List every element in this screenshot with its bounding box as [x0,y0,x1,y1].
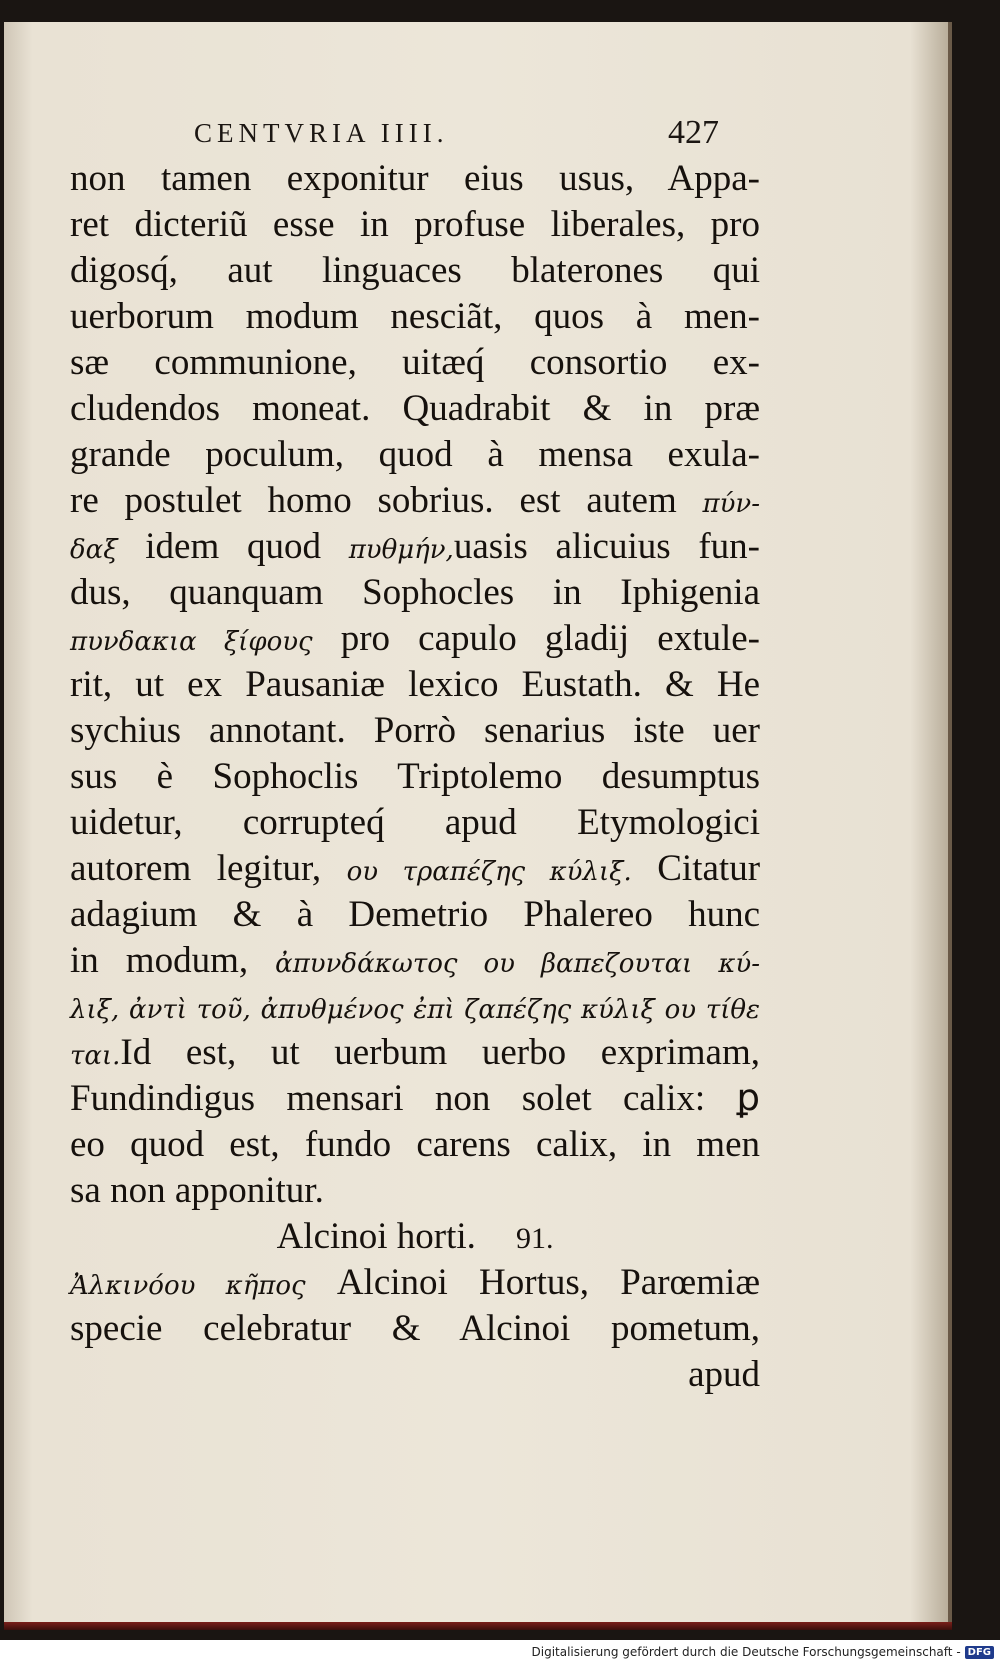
text-line [70,1030,760,1076]
text-line: cludendos moneat. Quadrabit & in præ [70,388,760,429]
section-title: Alcinoi horti. [276,1216,476,1257]
text-line: sa non apponitur. [70,1170,324,1211]
text-segment: in modum, [70,940,249,981]
catchword: apud [688,1354,760,1395]
body-text [70,156,760,1398]
text-line [70,846,760,892]
greek-text: λιξ, ἀντὶ τοῦ, ἀπυθμένος ἐπὶ ζαπέζης κύλιξ ου τίθε [70,995,760,1025]
text-line: non tamen exponitur eius usus, Appa- [70,158,760,199]
running-head: CENTVRIA IIII. [194,118,449,148]
text-line: Fundindigus mensari non solet calix: ꝑ [70,1078,760,1119]
text-line [70,478,760,524]
text-line: sæ communione, uitæq́ consortio ex- [70,342,760,383]
text-line: adagium & à Demetrio Phalereo hunc [70,894,760,935]
text-line: ret dicteriũ esse in profuse liberales, pro [70,204,760,245]
greek-text: ου τραπέζης κύλιξ. [346,857,632,887]
credit-text: Digitalisierung gefördert durch die Deutsche Forschungsgemeinschaft - [531,1645,961,1659]
text-line: sychius annotant. Porrò senarius iste uer [70,710,760,751]
section-heading [70,1214,760,1260]
section-number: 91. [515,1222,554,1255]
text-segment: Citatur [657,848,761,889]
text-segment: autorem legitur, [70,848,322,889]
text-segment: idem quod [145,526,321,567]
text-segment: pro capulo gladij extule- [340,618,761,659]
text-line: rit, ut ex Pausaniæ lexico Eustath. & He [70,664,760,705]
greek-text: πυνδακια ξίφους [70,627,313,657]
greek-lemma: Ἀλκινόου κῆπος [70,1271,306,1301]
text-line: specie celebratur & Alcinoi pometum, [70,1308,760,1349]
greek-text: πύν- [702,489,760,519]
greek-text: ἀπυνδάκωτος ου βαπεζουται κύ- [275,949,761,979]
page-edge [4,1622,952,1630]
text-line: sus è Sophoclis Triptolemo desumptus [70,756,760,797]
text-line [70,984,760,1030]
text-line: uerborum modum nesciãt, quos à men- [70,296,760,337]
digitization-credit [532,1642,995,1662]
greek-text: ται. [70,1041,121,1071]
text-segment: Alcinoi Hortus, Parœmiæ [336,1262,761,1303]
greek-text: δαξ [70,535,118,565]
text-segment: uasis alicuius fun- [453,526,761,567]
text-segment: Id est, ut uerbum uerbo exprimam, [120,1032,760,1073]
text-line: dus, quanquam Sophocles in Iphigenia [70,572,760,613]
greek-text: πυθμήν, [348,535,454,565]
text-line [70,524,760,570]
text-line: eo quod est, fundo carens calix, in men [70,1124,760,1165]
page-number: 427 [668,114,719,151]
text-line: digosq́, aut linguaces blaterones qui [70,250,760,291]
text-line [70,616,760,662]
text-line: uidetur, corrupteq́ apud Etymologici [70,802,760,843]
text-line [70,1260,760,1306]
text-segment: re postulet homo sobrius. est autem [70,480,677,521]
text-line [70,938,760,984]
text-line: grande poculum, quod à mensa exula- [70,434,760,475]
dfg-logo: DFG [965,1646,994,1659]
